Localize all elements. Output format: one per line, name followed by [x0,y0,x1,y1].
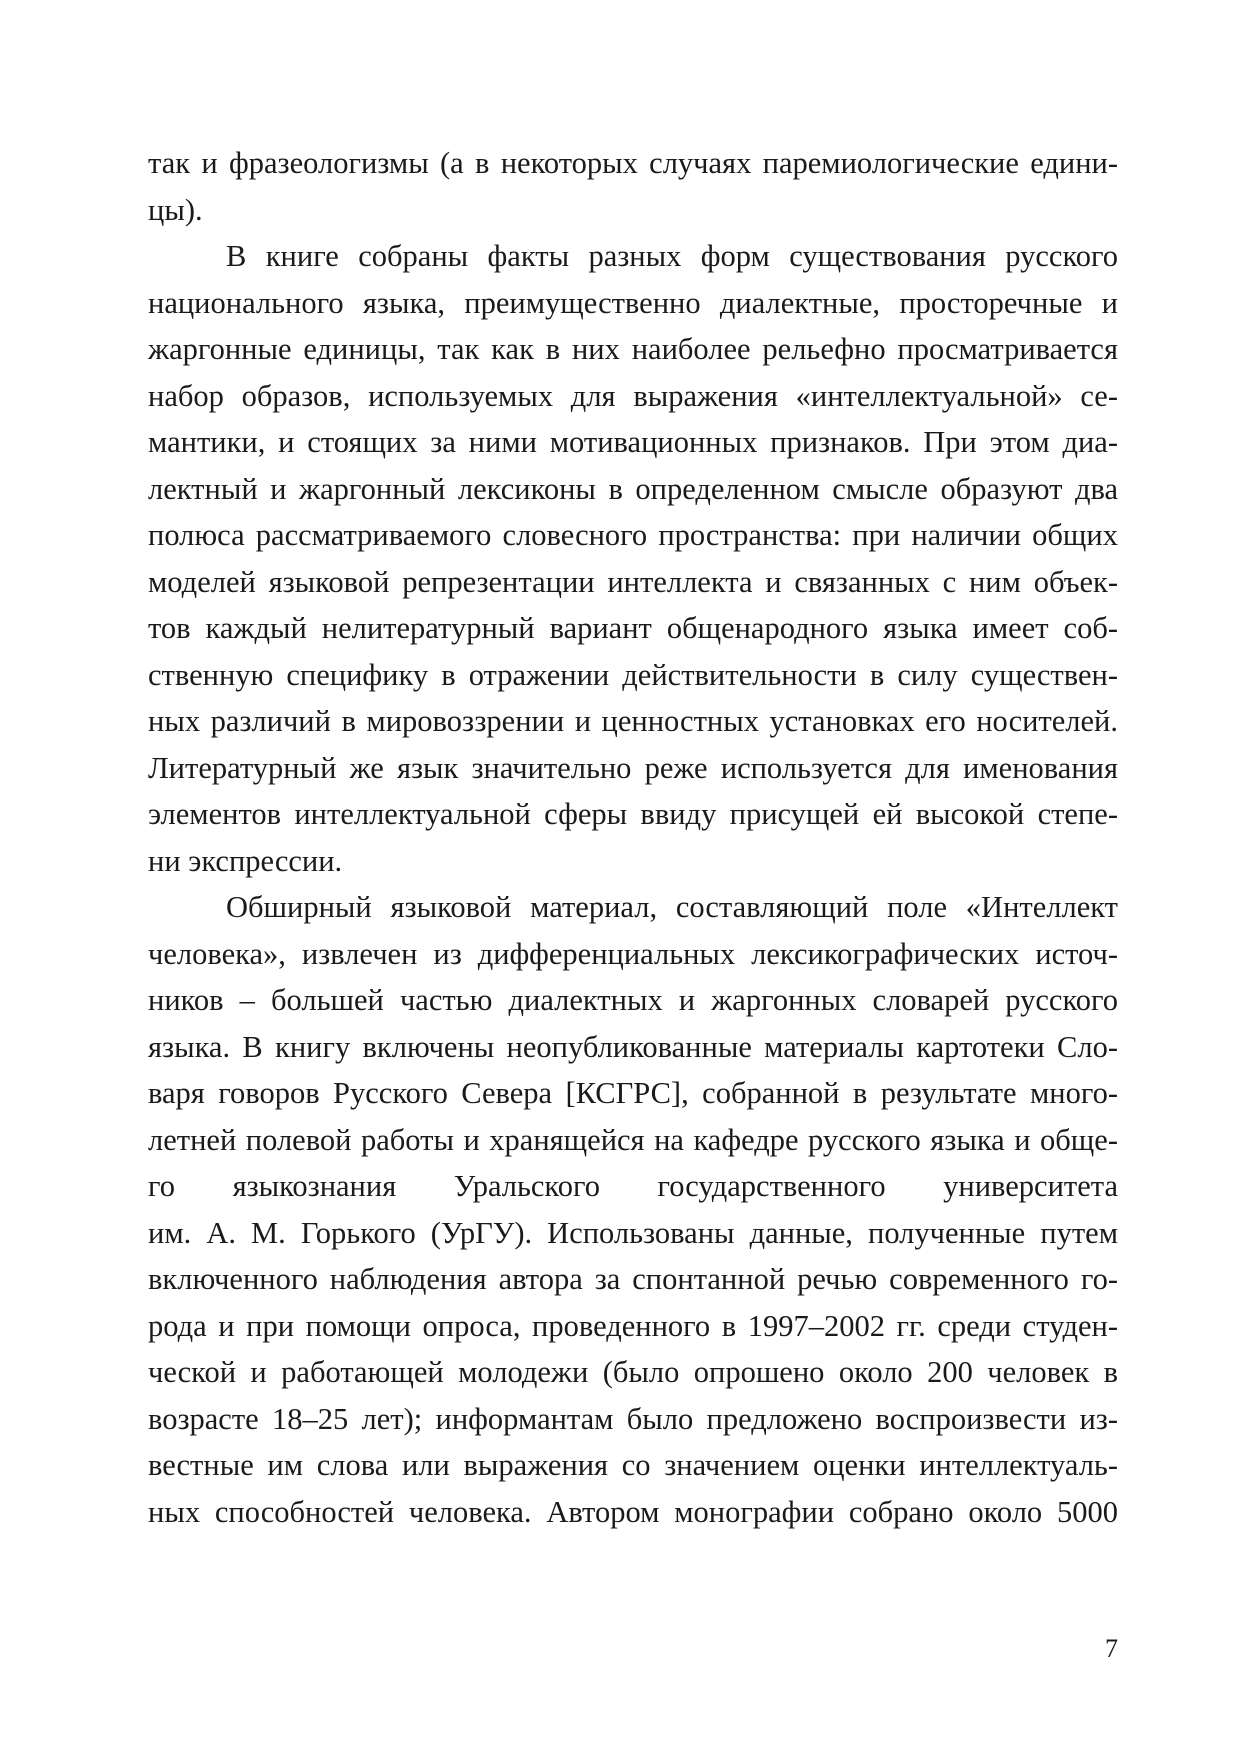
text-line: летней полевой работы и хранящейся на кафедре русского языка и обще- [148,1122,1118,1157]
text-line: им. А. М. Горького (УрГУ). Использованы данные, полученные путем [148,1215,1118,1250]
text-line: цы). [148,192,203,227]
paragraph [148,140,1118,233]
text-line: В книге собраны факты разных форм существования русского [226,239,1118,273]
text-line: жаргонные единицы, так как в них наиболее рельефно просматривается [148,332,1118,366]
text-line: элементов интеллектуальной сферы ввиду присущей ей высокой степе- [148,797,1118,831]
text-line: Литературный же язык значительно реже используется для именования [148,750,1118,785]
paragraph [148,233,1118,884]
text-line: Обширный языковой материал, составляющий поле «Интеллект [226,890,1118,924]
text-line: национального языка, преимущественно диалектные, просторечные и [148,285,1118,320]
body-text [148,140,1118,1535]
text-line: ственную специфику в отражении действительности в силу существен- [148,657,1118,692]
paragraph [148,884,1118,1535]
text-line: тов каждый нелитературный вариант общенародного языка имеет соб- [148,611,1118,645]
text-line: языка. В книгу включены неопубликованные материалы картотеки Сло- [148,1029,1118,1064]
text-line: мантики, и стоящих за ними мотивационных признаков. При этом диа- [148,425,1118,459]
page-number: 7 [1105,1634,1118,1663]
text-line: варя говоров Русского Севера [КСГРС], собранной в результате много- [148,1076,1118,1110]
text-line: набор образов, используемых для выражения «интеллектуальной» се- [148,378,1118,413]
text-line: рода и при помощи опроса, проведенного в 1997–2002 гг. среди студен- [148,1308,1118,1343]
text-line: ни экспрессии. [148,843,343,878]
text-line: возрасте 18–25 лет); информантам было предложено воспроизвести из- [148,1401,1118,1436]
text-line: ных различий в мировоззрении и ценностных установках его носителей. [148,704,1118,738]
text-line: полюса рассматриваемого словесного пространства: при наличии общих [148,518,1118,552]
text-line: вестные им слова или выражения со значением оценки интеллектуаль- [148,1448,1118,1482]
text-line: так и фразеологизмы (а в некоторых случаях паремиологические едини- [148,146,1118,180]
text-line: лектный и жаргонный лексиконы в определенном смысле образуют два [148,471,1118,506]
text-line: ных способностей человека. Автором монографии собрано около 5000 [148,1494,1118,1529]
text-line: ческой и работающей молодежи (было опрошено около 200 человек в [148,1355,1118,1389]
text-line: моделей языковой репрезентации интеллекта и связанных с ним объек- [148,564,1118,599]
text-line: ников – большей частью диалектных и жаргонных словарей русского [148,983,1118,1017]
text-line: человека», извлечен из дифференциальных лексикографических источ- [148,936,1118,971]
text-line: включенного наблюдения автора за спонтанной речью современного го- [148,1262,1118,1296]
text-line: го языкознания Уральского государственного университета [148,1169,1118,1203]
